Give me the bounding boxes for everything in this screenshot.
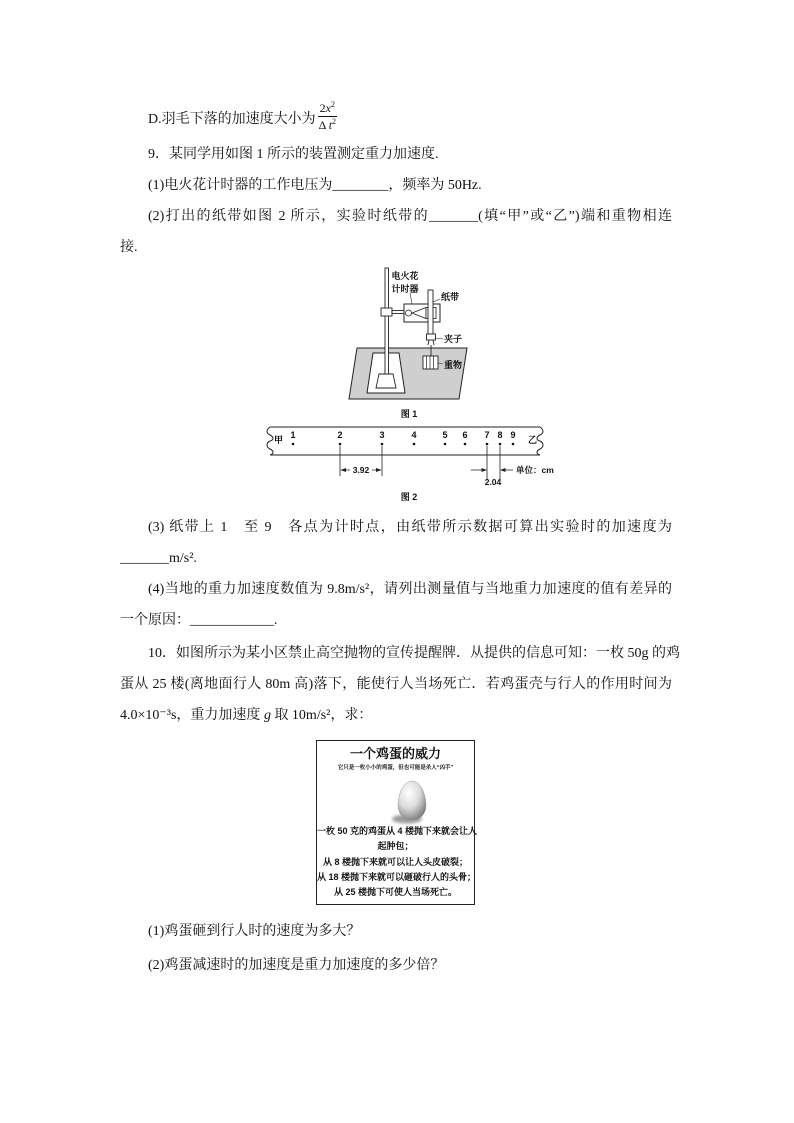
point-label: 8 [497,430,503,440]
table-surface [349,348,467,399]
distance-7-8-label: 2.04 [484,477,502,487]
tape-label: 纸带 [441,292,460,302]
q9-part-1: (1)电火花计时器的工作电压为________，频率为 50Hz. [148,178,482,193]
figure-2-tape [262,420,562,506]
poster-line: 从 8 楼抛下来就可以让人头皮破裂； [322,856,468,867]
point-label: 9 [510,430,516,440]
point-label: 3 [379,430,385,440]
q9-part-3-line-1: (3) 纸带上 1 至 9 各点为计时点，由纸带所示数据可算出实验时的加速度为 [148,520,672,535]
weight-block [423,356,438,369]
point-label: 2 [337,430,343,440]
figure-1-apparatus [330,262,480,422]
clip-label: 夹子 [444,334,463,344]
egg-shell [398,781,426,820]
q9-part-4-line-1: (4)当地的重力加速度数值为 9.8m/s²，请列出测量值与当地重力加速度的值有差异的 [148,582,672,597]
option-d [148,98,338,138]
q10-stem-line-1: 10．如图所示为某小区禁止高空抛物的宣传提醒牌．从提供的信息可知：一枚 50g 的鸡 [148,646,680,661]
tape-left-end [267,427,273,455]
acceleration-fraction [317,101,338,132]
unit-label: 单位：cm [516,465,554,475]
stand-base-slot [376,374,396,388]
egg-illustration [390,777,434,827]
figure-2-caption: 图 2 [400,492,418,502]
q9-stem: 9．某同学用如图 1 所示的装置测定重力加速度. [148,147,439,162]
denominator-variable: t [328,117,333,132]
spark-timer [404,304,440,322]
poster-subtitle: 它只是一枚小小的鸡蛋，但也可能是杀人“凶手” [337,765,454,771]
weight-label: 重物 [444,360,463,370]
q9-part-2-line-1: (2)打出的纸带如图 2 所示，实验时纸带的_______(填“甲”或“乙”)端和重物相连 [148,209,672,224]
poster-text [317,824,478,900]
q10-stem-line-3 [120,706,372,726]
arrow-right-icon [376,468,382,472]
q10-stem-line-3-before: 4.0×10⁻³s，重力加速度 [120,708,264,723]
numerator-variable: x [325,100,331,115]
tape-end-right-label: 乙 [528,435,538,445]
numerator-coefficient: 2 [319,100,326,115]
fraction-numerator [318,101,337,117]
timer-label-line-2: 计时器 [391,284,419,294]
point-dot [292,443,295,446]
paper-tape [428,290,433,334]
numerator-exponent: 2 [330,99,335,109]
q10-part-2: (2)鸡蛋减速时的加速度是重力加速度的多少倍？ [148,958,445,973]
point-dot [464,443,467,446]
q10-part-1: (1)鸡蛋砸到行人时的速度为多大？ [148,924,361,939]
point-dot [486,443,489,446]
point-dot [339,443,342,446]
q9-part-3-line-2: _______m/s². [120,551,197,566]
q10-stem-line-3-after: 取 10m/s²，求： [270,708,373,723]
egg-warning-poster [316,740,478,905]
denominator-prefix: Δ [318,117,329,132]
point-dot [444,443,447,446]
poster-line: 一枚 50 克的鸡蛋从 4 楼抛下来就会让人 [317,826,478,836]
point-label: 7 [484,430,490,440]
point-label: 5 [442,430,448,440]
tape-right-end [537,427,543,455]
tape-clip [427,334,436,345]
poster-line: 起肿包； [377,841,414,852]
weight-body [423,356,438,369]
point-label: 4 [411,430,417,440]
stand-rod [385,268,389,374]
point-label: 6 [462,430,468,440]
figure-1-caption: 图 1 [400,409,418,419]
gravity-symbol: g [263,708,271,723]
arrow-right-icon [482,468,488,472]
q10-stem-line-2: 蛋从 25 楼(离地面行人 80m 高)落下，能使行人当场死亡．若鸡蛋壳与行人的作用时间为 [120,677,672,692]
dimension-2-3 [340,446,382,476]
arrow-left-icon [341,468,347,472]
dimension-7-8 [471,446,554,487]
poster-line: 从 25 楼抛下可使人当场死亡。 [333,887,457,898]
denominator-exponent: 2 [332,116,337,126]
point-dot [381,443,384,446]
timer-knob [406,310,412,316]
clip-body [427,334,436,340]
point-dot [512,443,515,446]
point-dot [413,443,416,446]
clip-jaws [428,340,434,345]
fraction-denominator [317,117,338,132]
distance-2-3-label: 3.92 [352,465,370,475]
poster-line: 从 18 楼抛下来就可以砸破行人的头骨； [317,871,477,882]
option-d-text: D.羽毛下落的加速度大小为 [148,112,316,127]
rod-clamp [381,308,392,316]
q9-part-4-line-2: 一个原因：____________. [120,613,278,628]
dimension-7-8-extension-lines [487,446,500,480]
timer-label-line-1: 电火花 [391,271,419,281]
poster-title: 一个鸡蛋的威力 [349,746,441,761]
tape-end-left-label: 甲 [274,435,284,445]
q9-part-2-line-2: 接. [120,240,138,255]
point-dot [499,443,502,446]
point-label: 1 [290,430,296,440]
clamp-arm [392,311,404,314]
arrow-left-icon [500,468,506,472]
